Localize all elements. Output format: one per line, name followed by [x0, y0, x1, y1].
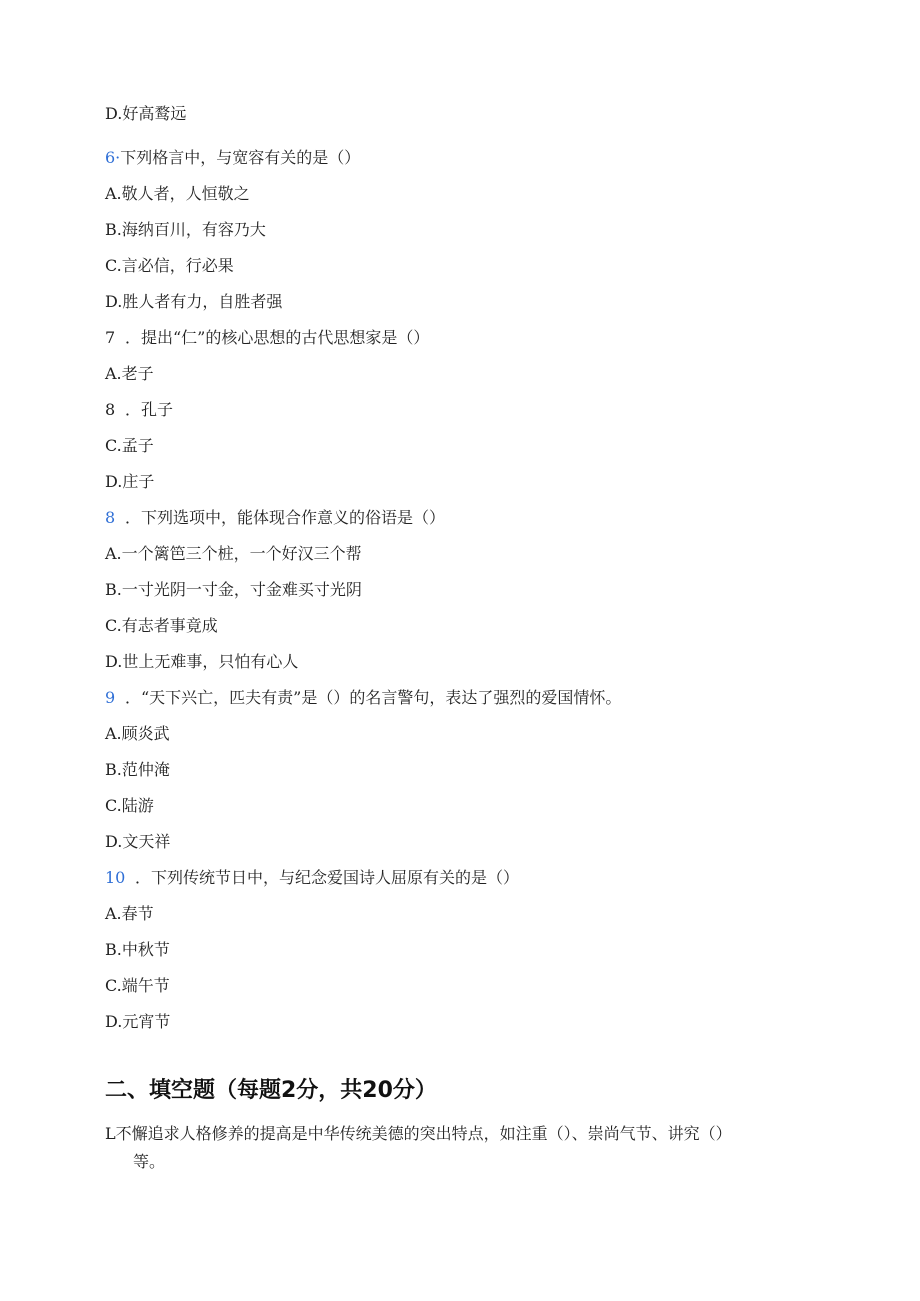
q8-option-c: C.有志者事竟成	[105, 616, 218, 635]
section-heading: 二、填空题（每题2分，共20分）	[105, 1078, 437, 1103]
q6-option-a: A.敬人者，人恒敬之	[105, 184, 250, 203]
q10-option-b: B.中秋节	[105, 940, 170, 959]
q5-option-d: D.好高鹜远	[105, 104, 187, 123]
option-number: 8	[105, 400, 116, 419]
q9-option-d: D.文天祥	[105, 832, 171, 851]
question-9	[105, 688, 621, 708]
question-number: 6·	[105, 148, 121, 167]
question-text-line-2: 等。	[133, 1152, 166, 1171]
q6-option-d: D.胜人者有力，自胜者强	[105, 292, 283, 311]
question-stem: 下列格言中，与宽容有关的是（）	[120, 148, 361, 167]
q9-option-b: B.范仲淹	[105, 760, 170, 779]
q10-option-d: D.元宵节	[105, 1012, 171, 1031]
question-stem: ．下列选项中，能体现合作意义的俗语是（）	[125, 508, 446, 527]
q6-option-c: C.言必信，行必果	[105, 256, 234, 275]
question-6	[105, 148, 360, 168]
question-7	[105, 328, 429, 348]
q8-option-a: A.一个篱笆三个桩，一个好汉三个帮	[105, 544, 362, 563]
question-text-line-1: L不懈追求人格修养的提高是中华传统美德的突出特点，如注重（）、崇尚气节、讲究（）	[105, 1124, 732, 1143]
q10-option-c: C.端午节	[105, 976, 170, 995]
q9-option-a: A.顾炎武	[105, 724, 170, 743]
q7-option-b	[105, 400, 173, 420]
question-number: 7	[105, 328, 116, 347]
question-8	[105, 508, 445, 528]
q6-option-b: B.海纳百川，有容乃大	[105, 220, 266, 239]
q9-option-c: C.陆游	[105, 796, 154, 815]
question-stem: ．提出“仁”的核心思想的古代思想家是（）	[125, 328, 430, 347]
q10-option-a: A.春节	[105, 904, 154, 923]
q8-option-d: D.世上无难事，只怕有心人	[105, 652, 299, 671]
question-10	[105, 868, 519, 888]
q7-option-a: A.老子	[105, 364, 154, 383]
q8-option-b: B.一寸光阴一寸金，寸金难买寸光阴	[105, 580, 362, 599]
question-number: 8	[105, 508, 116, 527]
fill-in-question-1	[105, 1120, 785, 1176]
question-number: 9	[105, 688, 116, 707]
question-stem: ．“天下兴亡，匹夫有责”是（）的名言警句，表达了强烈的爱国情怀。	[125, 688, 622, 707]
q7-option-c: C.孟子	[105, 436, 154, 455]
option-text: ．孔子	[125, 400, 174, 419]
question-stem: ．下列传统节日中，与纪念爱国诗人屈原有关的是（）	[135, 868, 520, 887]
q7-option-d: D.庄子	[105, 472, 155, 491]
question-number: 10	[105, 868, 126, 887]
